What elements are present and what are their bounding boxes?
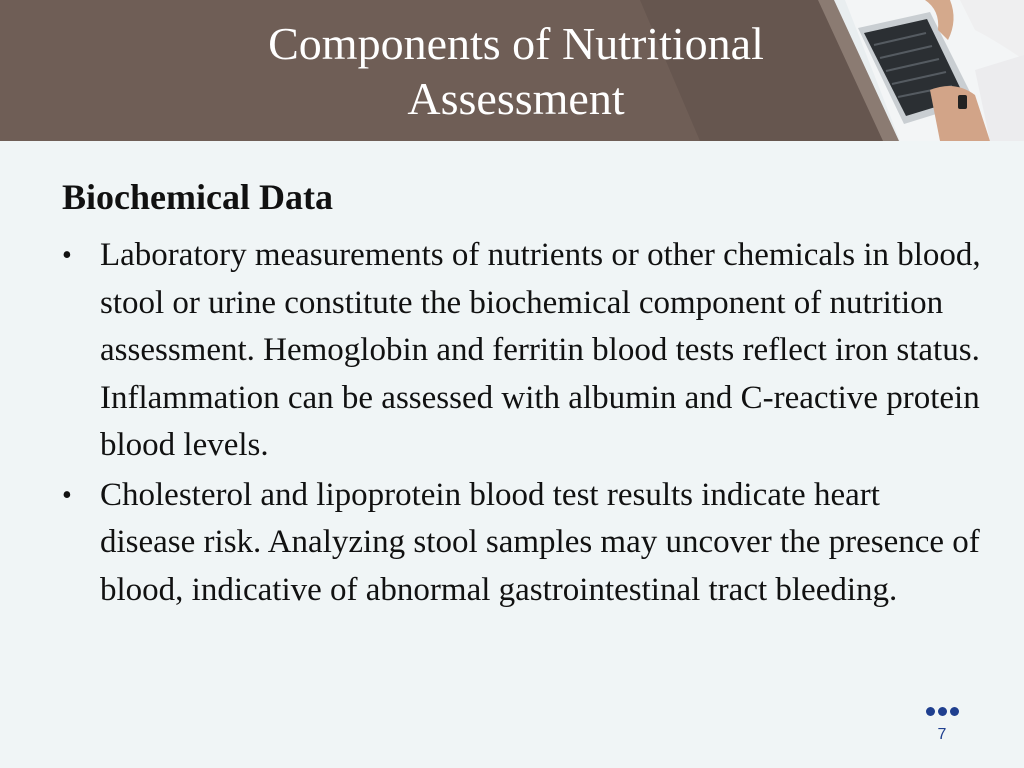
bullet-text: Cholesterol and lipoprotein blood test results indicate heart disease risk. Analyzing stool samples may uncover the presence of blood, indicative of abnormal gastrointestinal tract bleeding. <box>100 476 980 608</box>
bullet-list <box>62 232 982 614</box>
slide-title <box>0 16 1024 126</box>
section-heading: Biochemical Data <box>62 177 333 217</box>
slide-title-line1: Components of Nutritional <box>268 18 764 69</box>
slide-body <box>62 172 982 616</box>
ellipsis-dots-icon <box>922 707 962 716</box>
slide-title-line2: Assessment <box>407 73 625 124</box>
page-number: 7 <box>937 726 947 743</box>
title-banner <box>0 0 1024 141</box>
bullet-glyph: • <box>62 479 72 511</box>
bullet-item <box>62 232 982 470</box>
bullet-glyph: • <box>62 240 72 271</box>
bullet-item <box>62 472 982 615</box>
bullet-text: Laboratory measurements of nutrients or other chemicals in blood, stool or urine constitute the biochemical component of nutrition assessment. Hemoglobin and ferritin blood tests reflect iron status. Inflammation can be assessed with albumin and C-reactive protein blood levels. <box>100 237 981 463</box>
slide-footer <box>922 707 962 744</box>
